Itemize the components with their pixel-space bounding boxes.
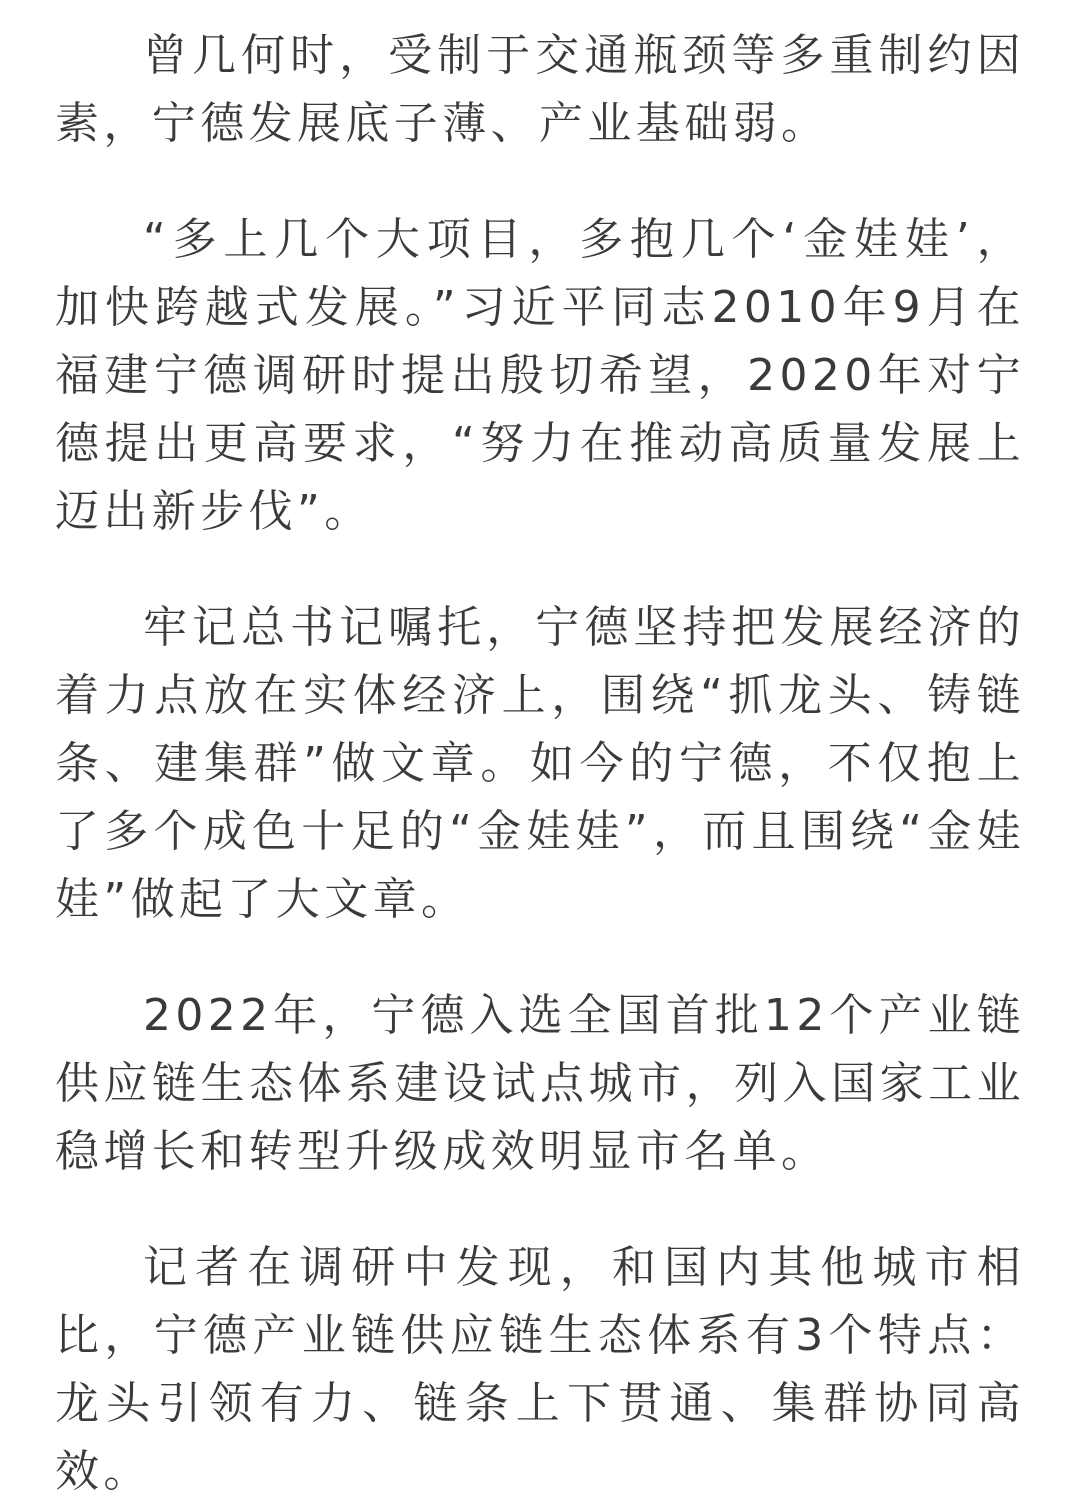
paragraph: “多上几个大项目，多抱几个‘金娃娃’，加快跨越式发展。”习近平同志2010年9月在福建宁德调研时提出殷切希望，2020年对宁德提出更高要求，“努力在推动高质量发展上迈出新步伐”。 xyxy=(55,214,1025,537)
paragraph: 曾几何时，受制于交通瓶颈等多重制约因素，宁德发展底子薄、产业基础弱。 xyxy=(55,30,1025,149)
paragraph: 记者在调研中发现，和国内其他城市相比，宁德产业链供应链生态体系有3个特点：龙头引领有力、链条上下贯通、集群协同高效。 xyxy=(55,1242,1025,1497)
article-body xyxy=(55,22,1025,1506)
paragraph: 牢记总书记嘱托，宁德坚持把发展经济的着力点放在实体经济上，围绕“抓龙头、铸链条、建集群”做文章。如今的宁德，不仅抱上了多个成色十足的“金娃娃”，而且围绕“金娃娃”做起了大文章。 xyxy=(55,602,1025,925)
paragraph: 2022年，宁德入选全国首批12个产业链供应链生态体系建设试点城市，列入国家工业稳增长和转型升级成效明显市名单。 xyxy=(55,990,1025,1177)
